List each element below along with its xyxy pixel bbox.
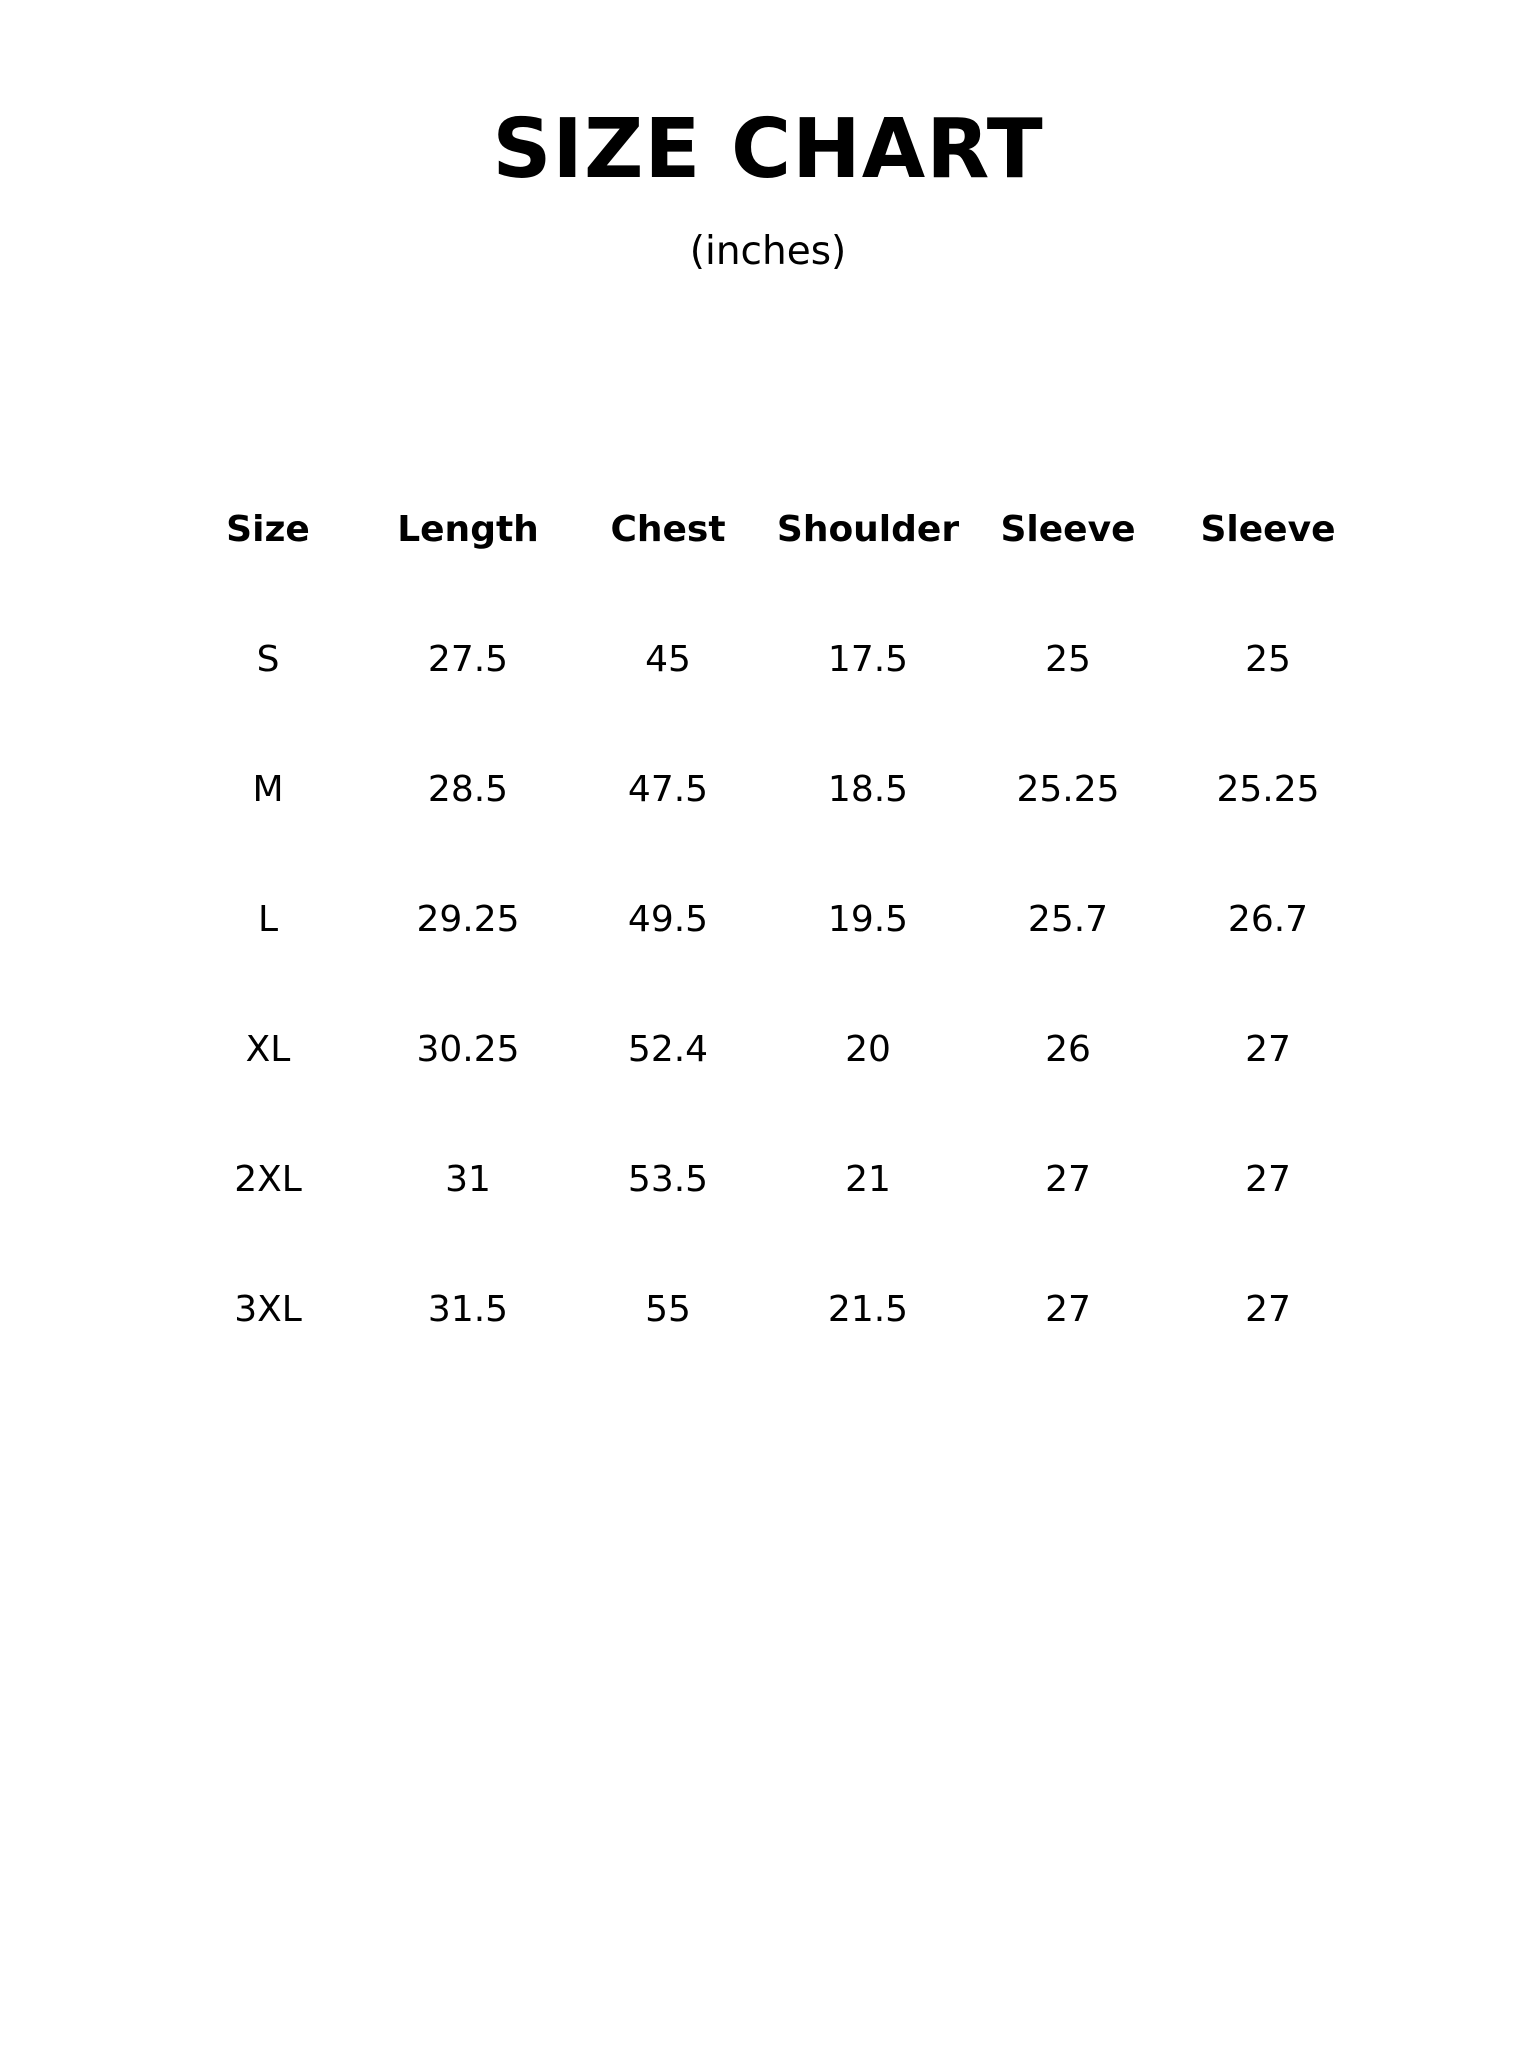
cell-size: S [256,638,280,680]
cell-shoulder: 21.5 [827,1288,909,1330]
cell-sleeve-2: 27 [1245,1158,1291,1200]
cell-chest: 49.5 [627,898,709,940]
column-header-size: Size [226,508,310,550]
cell-size: XL [245,1028,291,1070]
cell-length: 29.25 [416,898,520,940]
cell-sleeve-2: 25.25 [1216,768,1320,810]
cell-shoulder: 18.5 [827,768,909,810]
table-row [168,984,1368,1114]
table-row [168,1244,1368,1374]
table-row [168,594,1368,724]
table-row [168,1114,1368,1244]
cell-sleeve: 25 [1045,638,1091,680]
cell-sleeve-2: 26.7 [1227,898,1309,940]
cell-sleeve: 25.25 [1016,768,1120,810]
cell-shoulder: 17.5 [827,638,909,680]
cell-size: L [257,898,279,940]
cell-size: 2XL [234,1158,302,1200]
cell-sleeve: 27 [1045,1288,1091,1330]
cell-sleeve: 25.7 [1027,898,1109,940]
cell-sleeve-2: 27 [1245,1028,1291,1070]
cell-length: 30.25 [416,1028,520,1070]
table-row [168,724,1368,854]
column-header-shoulder: Shoulder [776,508,960,550]
cell-size: M [252,768,284,810]
cell-length: 31.5 [427,1288,509,1330]
column-header-sleeve: Sleeve [1000,508,1136,550]
cell-chest: 55 [645,1288,691,1330]
cell-chest: 52.4 [627,1028,709,1070]
cell-chest: 53.5 [627,1158,709,1200]
page-title: SIZE CHART [492,102,1044,197]
cell-chest: 45 [645,638,691,680]
column-header-sleeve-2: Sleeve [1200,508,1336,550]
cell-sleeve: 26 [1045,1028,1091,1070]
size-table [168,464,1368,1374]
cell-size: 3XL [234,1288,302,1330]
cell-sleeve-2: 27 [1245,1288,1291,1330]
cell-length: 31 [445,1158,491,1200]
column-header-chest: Chest [610,508,726,550]
unit-subtitle: (inches) [689,229,847,274]
column-header-length: Length [397,508,539,550]
cell-shoulder: 21 [845,1158,891,1200]
table-row [168,854,1368,984]
cell-sleeve: 27 [1045,1158,1091,1200]
cell-length: 28.5 [427,768,509,810]
cell-shoulder: 19.5 [827,898,909,940]
cell-sleeve-2: 25 [1245,638,1291,680]
table-header-row [168,464,1368,594]
cell-chest: 47.5 [627,768,709,810]
cell-length: 27.5 [427,638,509,680]
cell-shoulder: 20 [845,1028,891,1070]
